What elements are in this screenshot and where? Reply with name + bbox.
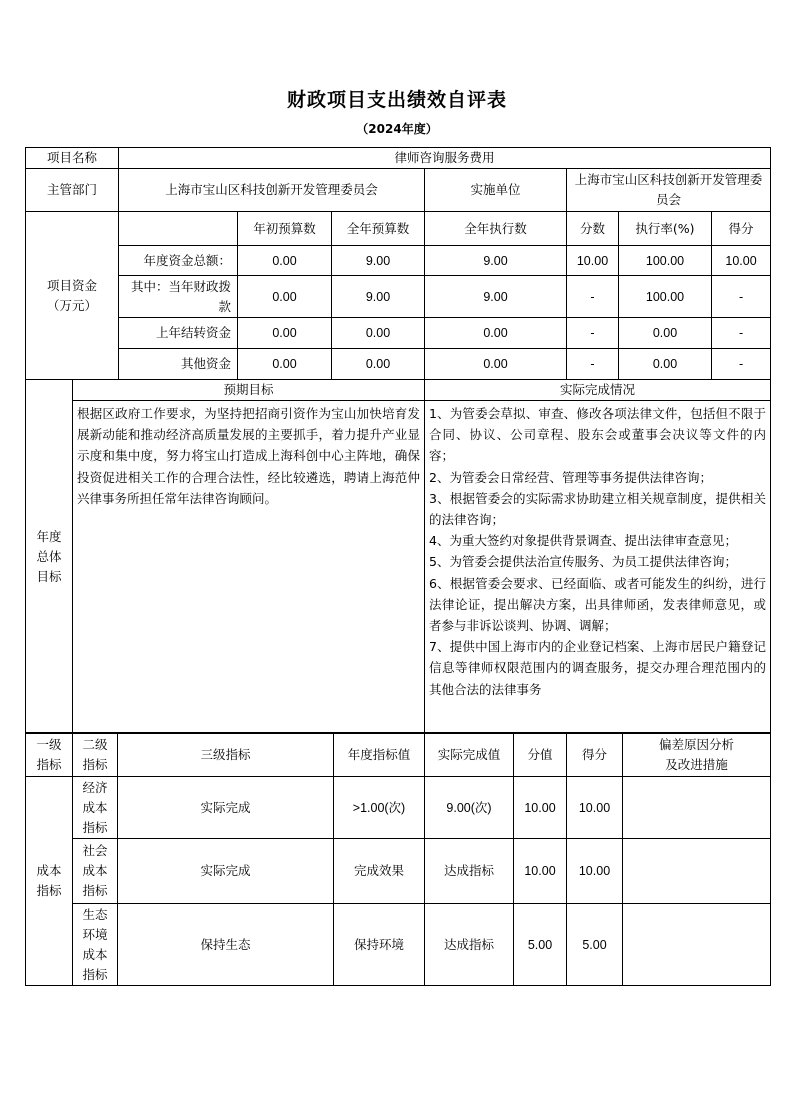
header-weight: 分值 <box>514 733 567 777</box>
funds-cell: 9.00 <box>332 276 425 318</box>
funds-cell: 0.00 <box>619 349 712 380</box>
actual-completion-item: 1、为管委会草拟、审查、修改各项法律文件，包括但不限于合同、协议、公司章程、股东会或董事会决议等文件的内容； <box>429 406 766 464</box>
goals-side-label-part: 年度 <box>36 528 62 544</box>
project-funds-table <box>25 147 771 380</box>
level1-cost-label <box>26 777 73 986</box>
level2-part: 指标 <box>82 819 108 835</box>
expected-goal-text: 根据区政府工作要求，为坚持把招商引资作为宝山加快培育发展新动能和推动经济高质量发展的主要抓手，着力提升产业显示度和集中度，努力将宝山打造成上海科创中心主阵地，确保投资促进相关工作的合理合法性，经比较遴选，聘请上海范仲兴律事务所担任常年法律咨询顾问。 <box>73 401 425 734</box>
weight-value: 5.00 <box>514 904 567 986</box>
funds-cell: 10.00 <box>567 246 619 276</box>
weight-value: 10.00 <box>514 839 567 904</box>
annual-goals-table <box>25 379 771 734</box>
funds-header: 执行率(%) <box>619 212 712 246</box>
funds-cell: 100.00 <box>619 246 712 276</box>
actual-completion-list <box>425 401 771 734</box>
actual-value: 达成指标 <box>425 839 514 904</box>
unit-label: 实施单位 <box>425 169 567 212</box>
level2-part: 指标 <box>82 883 108 898</box>
funds-label-line1: 项目资金 <box>46 277 97 293</box>
funds-cell: 0.00 <box>238 318 332 349</box>
deviation-value <box>623 777 771 839</box>
funds-cell: 0.00 <box>425 349 567 380</box>
actual-completion-item: 7、提供中国上海市内的企业登记档案、上海市居民户籍登记信息等律师权限范围内的调查服务，提交办理合理范围内的其他合法的法律事务 <box>429 639 766 697</box>
level2-part: 社会 <box>82 843 108 858</box>
expected-goal-header: 预期目标 <box>73 380 425 401</box>
funds-row <box>26 318 771 349</box>
funds-cell: 9.00 <box>332 246 425 276</box>
header-level3: 三级指标 <box>118 733 334 777</box>
funds-cell: - <box>567 318 619 349</box>
level2-part: 成本 <box>82 863 108 878</box>
dept-label: 主管部门 <box>26 169 119 212</box>
funds-header: 全年预算数 <box>332 212 425 246</box>
deviation-value <box>623 904 771 986</box>
funds-cell: 10.00 <box>712 246 771 276</box>
funds-cell: 0.00 <box>238 349 332 380</box>
funds-label <box>26 212 119 380</box>
unit-value: 上海市宝山区科技创新开发管理委员会 <box>567 169 771 212</box>
score-value: 10.00 <box>567 839 623 904</box>
actual-completion-item: 4、为重大签约对象提供背景调查、提出法律审查意见； <box>429 533 737 549</box>
level2-label <box>73 777 118 839</box>
indicator-row <box>26 777 771 839</box>
funds-row-label: 其他资金 <box>119 349 238 380</box>
funds-cell: 9.00 <box>425 276 567 318</box>
funds-header: 年初预算数 <box>238 212 332 246</box>
actual-value: 达成指标 <box>425 904 514 986</box>
header-deviation <box>623 733 771 777</box>
header-actual: 实际完成值 <box>425 733 514 777</box>
actual-value: 9.00(次) <box>425 777 514 839</box>
report-year: （2024年度） <box>356 122 438 136</box>
header-part: 及改进措施 <box>665 756 728 772</box>
level2-label <box>73 839 118 904</box>
funds-cell: 100.00 <box>619 276 712 318</box>
funds-cell: - <box>567 349 619 380</box>
annual-value: 保持环境 <box>334 904 425 986</box>
funds-row-label: 其中：当年财政拨款 <box>119 276 238 318</box>
funds-cell: - <box>567 276 619 318</box>
actual-completion-item: 5、为管委会提供法治宣传服务、为员工提供法律咨询； <box>429 554 737 570</box>
level2-part: 生态 <box>82 906 108 922</box>
funds-cell: 0.00 <box>332 318 425 349</box>
goals-side-label-part: 目标 <box>36 568 62 584</box>
funds-row <box>26 276 771 318</box>
goals-side-label <box>26 380 73 734</box>
indicators-table <box>25 732 771 986</box>
level2-label <box>73 904 118 986</box>
funds-header-blank <box>119 212 238 246</box>
page-title: 财政项目支出绩效自评表 <box>286 89 507 111</box>
funds-cell: - <box>712 318 771 349</box>
funds-cell: 0.00 <box>425 318 567 349</box>
header-score: 得分 <box>567 733 623 777</box>
indicator-row <box>26 839 771 904</box>
header-part: 偏差原因分析 <box>658 736 734 752</box>
weight-value: 10.00 <box>514 777 567 839</box>
actual-completion-header: 实际完成情况 <box>425 380 771 401</box>
funds-cell: 0.00 <box>332 349 425 380</box>
level1-part: 成本 <box>36 863 62 878</box>
indicator-row <box>26 904 771 986</box>
annual-value: 完成效果 <box>334 839 425 904</box>
funds-cell: - <box>712 276 771 318</box>
score-value: 5.00 <box>567 904 623 986</box>
level2-part: 经济 <box>82 779 108 795</box>
funds-header: 全年执行数 <box>425 212 567 246</box>
level3-label: 实际完成 <box>118 777 334 839</box>
funds-row <box>26 246 771 276</box>
annual-value: >1.00(次) <box>334 777 425 839</box>
funds-row <box>26 349 771 380</box>
header-level2 <box>73 733 118 777</box>
header-part: 指标 <box>82 756 108 772</box>
actual-completion-item: 6、根据管委会要求、已经面临、或者可能发生的纠纷，进行法律论证，提出解决方案，出具律师函，发表律师意见，或者参与非诉讼谈判、协调、调解； <box>429 575 766 634</box>
level3-label: 实际完成 <box>118 839 334 904</box>
actual-completion-item: 3、根据管委会的实际需求协助建立相关规章制度，提供相关的法律咨询； <box>429 490 766 528</box>
funds-header: 分数 <box>567 212 619 246</box>
header-part: 二级 <box>82 736 108 752</box>
project-name-value: 律师咨询服务费用 <box>119 148 771 169</box>
dept-value: 上海市宝山区科技创新开发管理委员会 <box>119 169 425 212</box>
funds-header: 得分 <box>712 212 771 246</box>
header-part: 一级 <box>36 736 62 752</box>
deviation-value <box>623 839 771 904</box>
funds-cell: - <box>712 349 771 380</box>
project-name-label: 项目名称 <box>26 148 119 169</box>
funds-row-label: 上年结转资金 <box>119 318 238 349</box>
funds-cell: 0.00 <box>238 276 332 318</box>
score-value: 10.00 <box>567 777 623 839</box>
funds-cell: 0.00 <box>619 318 712 349</box>
header-annual: 年度指标值 <box>334 733 425 777</box>
level2-part: 指标 <box>82 966 108 982</box>
header-part: 指标 <box>36 756 62 772</box>
level3-label: 保持生态 <box>118 904 334 986</box>
funds-row-label: 年度资金总额： <box>119 246 238 276</box>
level2-part: 成本 <box>82 946 108 962</box>
funds-cell: 0.00 <box>238 246 332 276</box>
header-level1 <box>26 733 73 777</box>
actual-completion-item: 2、为管委会日常经营、管理等事务提供法律咨询； <box>429 469 712 485</box>
level1-part: 指标 <box>36 883 62 898</box>
funds-cell: 9.00 <box>425 246 567 276</box>
funds-label-line2: （万元） <box>46 297 97 313</box>
level2-part: 成本 <box>82 799 108 815</box>
goals-side-label-part: 总体 <box>36 548 62 564</box>
level2-part: 环境 <box>82 926 108 942</box>
